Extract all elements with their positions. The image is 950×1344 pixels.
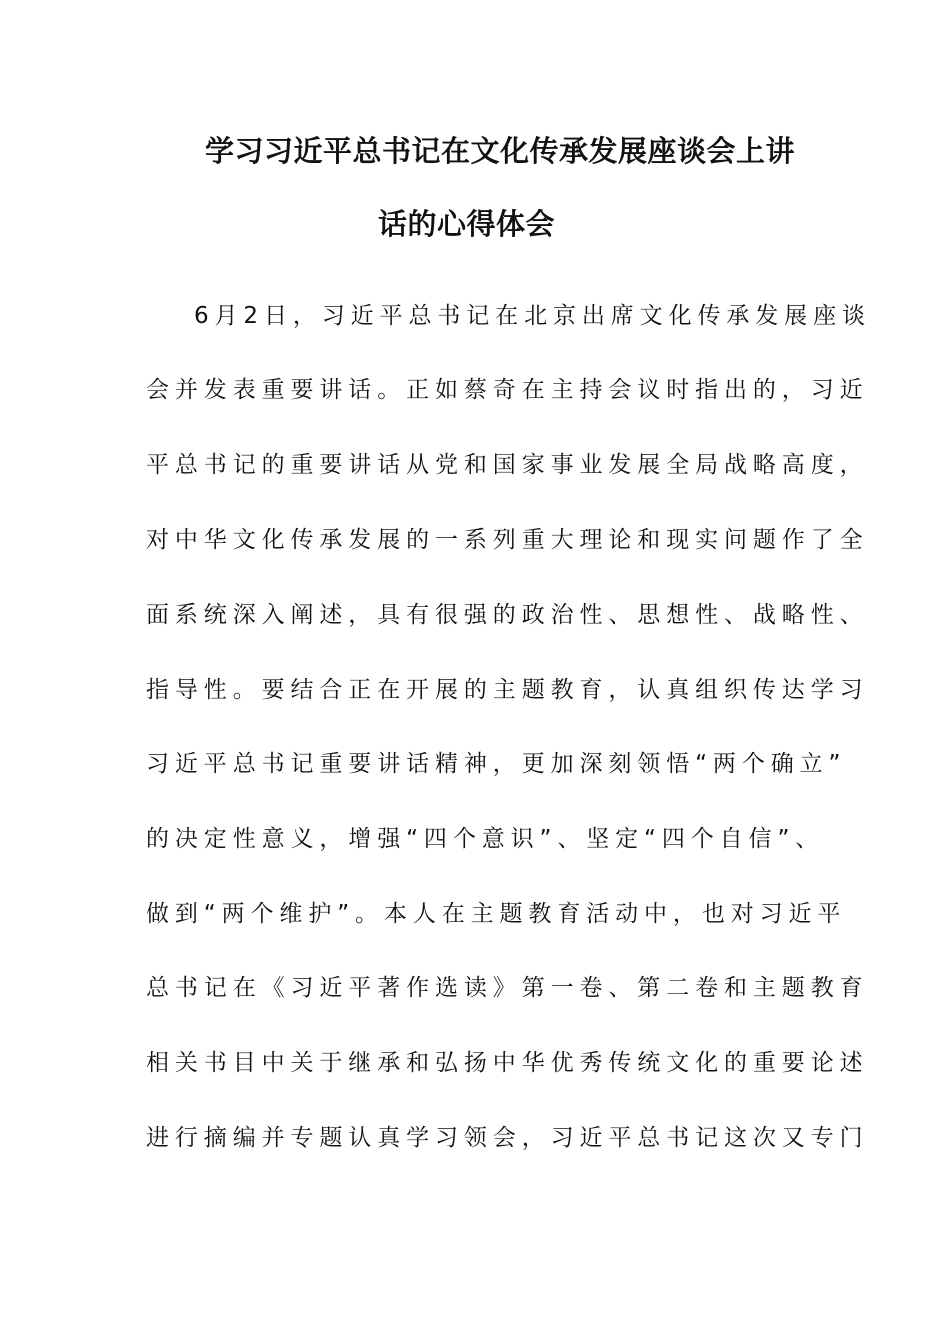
body-text-line-1: 6月2日，习近平总书记在北京出席文化传承发展座谈 (194, 303, 871, 329)
body-text-line-11: 相关书目中关于继承和弘扬中华优秀传统文化的重要论述 (146, 1050, 869, 1076)
body-text-line-5: 面系统深入阐述，具有很强的政治性、思想性、战略性、 (146, 602, 869, 628)
body-text-line-12: 进行摘编并专题认真学习领会，习近平总书记这次又专门 (146, 1125, 869, 1151)
document-title-line-1: 学习习近平总书记在文化传承发展座谈会上讲 (205, 134, 796, 168)
body-text-line-4: 对中华文化传承发展的一系列重大理论和现实问题作了全 (146, 527, 869, 553)
body-text-line-10: 总书记在《习近平著作选读》第一卷、第二卷和主题教育 (146, 975, 869, 1001)
body-text-line-6: 指导性。要结合正在开展的主题教育，认真组织传达学习 (146, 677, 869, 703)
body-text-line-7: 习近平总书记重要讲话精神，更加深刻领悟“两个确立” (146, 751, 847, 777)
body-text-line-3: 平总书记的重要讲话从党和国家事业发展全局战略高度， (146, 452, 869, 478)
body-text-line-8: 的决定性意义，增强“四个意识”、坚定“四个自信”、 (146, 826, 825, 852)
body-text-line-2: 会并发表重要讲话。正如蔡奇在主持会议时指出的，习近 (146, 377, 869, 403)
body-text-line-9: 做到“两个维护”。本人在主题教育活动中，也对习近平 (146, 901, 847, 927)
document-title-line-2: 话的心得体会 (378, 207, 556, 241)
